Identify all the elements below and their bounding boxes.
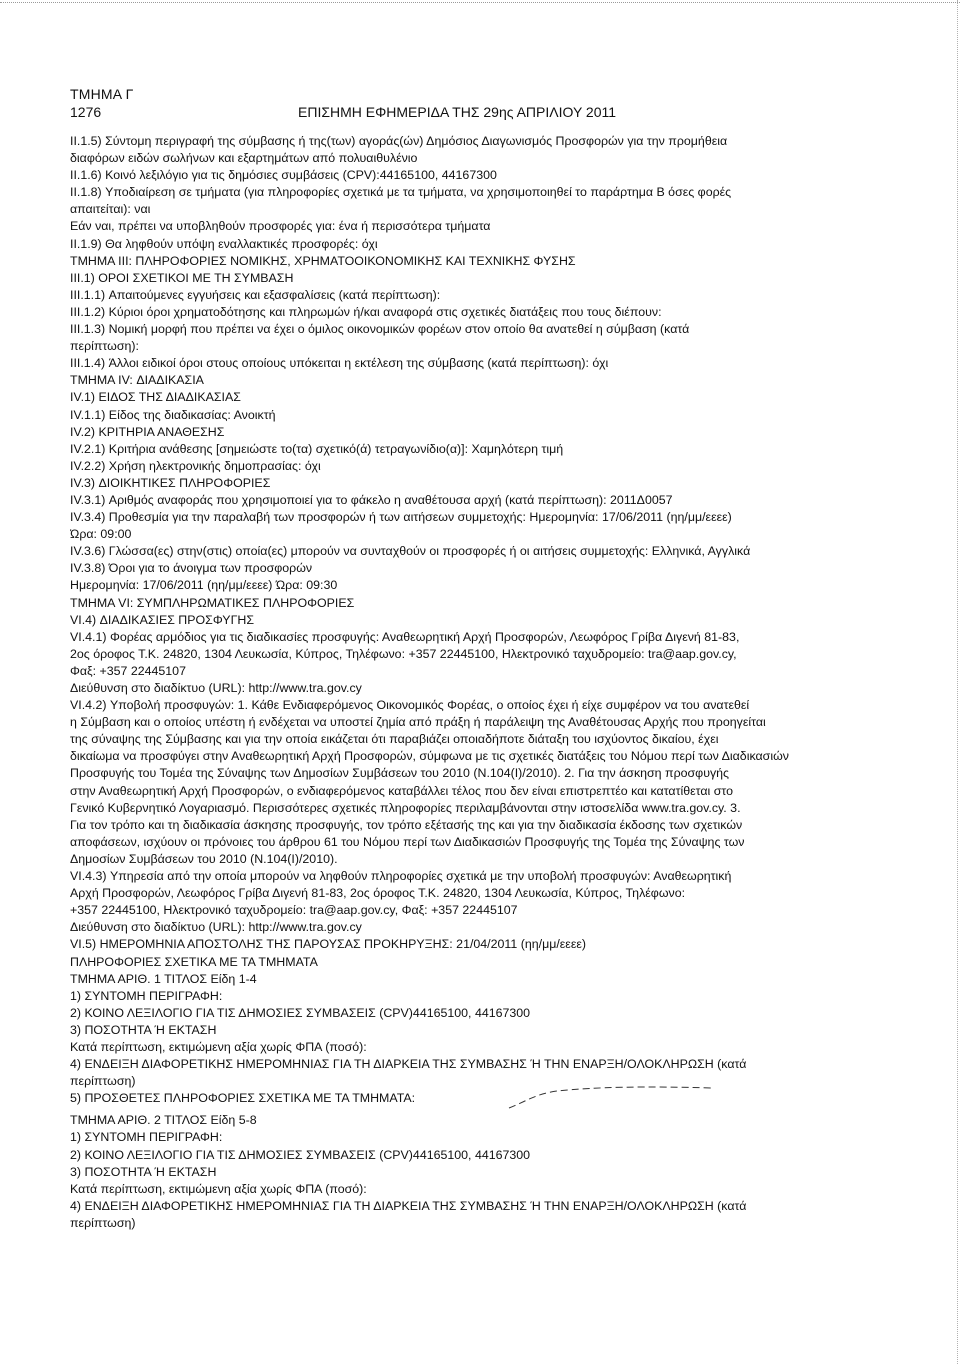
text-line: διαφόρων ειδών σωλήνων και εξαρτημάτων από πολυαιθυλένιο	[70, 151, 418, 166]
text-line: IV.3.6) Γλώσσα(ες) στην(στις) οποία(ες) μπορούν να συνταχθούν οι προσφορές ή οι αιτήσεις συμμετοχής: Ελληνικά, Αγγλικά	[70, 544, 751, 559]
gazette-title: ΕΠΙΣΗΜΗ ΕΦΗΜΕΡΙΔΑ ΤΗΣ 29ης ΑΠΡΙΛΙΟΥ 2011	[298, 104, 617, 120]
text-line: Για τον τρόπο και τη διαδικασία άσκησης προσφυγής, τον τρόπο εξέτασής της και για την διαδικασία έκδοσης των σχετικών	[70, 817, 743, 832]
text-line: περίπτωση)	[70, 1074, 136, 1089]
text-line: III.1) ΟΡΟΙ ΣΧΕΤΙΚΟΙ ΜΕ ΤΗ ΣΥΜΒΑΣΗ	[70, 270, 294, 285]
text-line: 4) ΕΝΔΕΙΞΗ ΔΙΑΦΟΡΕΤΙΚΗΣ ΗΜΕΡΟΜΗΝΙΑΣ ΓΙΑ ΤΗ ΔΙΑΡΚΕΙΑ ΤΗΣ ΣΥΜΒΑΣΗΣ Ή ΤΗΝ ΕΝΑΡΞΗ/ΟΛΟΚΛΗΡΩΣΗ (κατά	[70, 1057, 747, 1072]
text-line: ΤΜΗΜΑ IV: ΔΙΑΔΙΚΑΣΙΑ	[70, 373, 204, 388]
text-line: 2) ΚΟΙΝΟ ΛΕΞΙΛΟΓΙΟ ΓΙΑ ΤΙΣ ΔΗΜΟΣΙΕΣ ΣΥΜΒΑΣΕΙΣ (CPV)44165100, 44167300	[70, 1005, 531, 1020]
text-line: 1) ΣΥΝΤΟΜΗ ΠΕΡΙΓΡΑΦΗ:	[70, 1130, 223, 1145]
text-line: IV.1.1) Είδος της διαδικασίας: Ανοικτή	[70, 407, 276, 422]
text-line: 5) ΠΡΟΣΘΕΤΕΣ ΠΛΗΡΟΦΟΡΙΕΣ ΣΧΕΤΙΚΑ ΜΕ ΤΑ ΤΜΗΜΑΤΑ:	[70, 1091, 416, 1106]
text-line: III.1.1) Απαιτούμενες εγγυήσεις και εξασφαλίσεις (κατά περίπτωση):	[70, 287, 441, 302]
right-scan-border	[957, 0, 958, 1364]
text-line: IV.2.2) Χρήση ηλεκτρονικής δημοπρασίας: όχι	[70, 458, 321, 473]
text-line: IV.3.1) Αριθμός αναφοράς που χρησιμοποιεί για το φάκελο η αναθέτουσα αρχή (κατά περίπτωση): 2011Δ0057	[70, 492, 673, 507]
text-line: VI.4.1) Φορέας αρμόδιος για τις διαδικασίες προσφυγής: Αναθεωρητική Αρχή Προσφορών, Λεωφόρος Γρίβα Διγενή 81-83,	[70, 629, 740, 644]
text-line: της σύναψης της Σύμβασης και για την οποία εικάζεται ότι παραβιάζει οποιαδήποτε διάταξη του ισχύοντος δικαίου, έχει	[70, 732, 719, 747]
text-line: II.1.5) Σύντομη περιγραφή της σύμβασης ή της(των) αγοράς(ών) Δημόσιος Διαγωνισμός Προσφορών για την προμήθεια	[70, 134, 728, 148]
text-line: η Σύμβαση και ο οποίος υπέστη ή ενδέχεται να υποστεί ζημία από πράξη ή παράλειψη της Αναθέτουσας Αρχής που προηγείται	[70, 715, 766, 730]
text-line: 4) ΕΝΔΕΙΞΗ ΔΙΑΦΟΡΕΤΙΚΗΣ ΗΜΕΡΟΜΗΝΙΑΣ ΓΙΑ ΤΗ ΔΙΑΡΚΕΙΑ ΤΗΣ ΣΥΜΒΑΣΗΣ Ή ΤΗΝ ΕΝΑΡΞΗ/ΟΛΟΚΛΗΡΩΣΗ (κατά	[70, 1198, 747, 1213]
text-line: III.1.4) Άλλοι ειδικοί όροι στους οποίους υπόκειται η εκτέλεση της σύμβασης (κατά περίπτωση): όχι	[70, 356, 609, 371]
text-line: ΤΜΗΜΑ ΑΡΙΘ. 1 ΤΙΤΛΟΣ Είδη 1-4	[70, 971, 257, 986]
text-line: ΠΛΗΡΟΦΟΡΙΕΣ ΣΧΕΤΙΚΑ ΜΕ ΤΑ ΤΜΗΜΑΤΑ	[70, 954, 318, 969]
text-line: Ώρα: 09:00	[70, 527, 132, 542]
text-line: περίπτωση):	[70, 339, 139, 354]
text-line: IV.2) ΚΡΙΤΗΡΙΑ ΑΝΑΘΕΣΗΣ	[70, 424, 225, 439]
text-line: αποφάσεων, ισχύουν οι πρόνοιες του άρθρου 61 του Νόμου περί των Διαδικασιών Προσφυγής της Τομέα της Σύναψης των	[70, 834, 745, 849]
text-line: Αρχή Προσφορών, Λεωφόρος Γρίβα Διγενή 81-83, 2ος όροφος Τ.Κ. 24820, 1304 Λευκωσία, Κύπρος, Τηλέφωνο:	[70, 886, 686, 901]
text-line: 3) ΠΟΣΟΤΗΤΑ Ή ΕΚΤΑΣΗ	[70, 1164, 217, 1179]
text-line: 1) ΣΥΝΤΟΜΗ ΠΕΡΙΓΡΑΦΗ:	[70, 988, 223, 1003]
text-line: Κατά περίπτωση, εκτιμώμενη αξία χωρίς ΦΠΑ (ποσό):	[70, 1039, 367, 1054]
text-line: περίπτωση)	[70, 1215, 136, 1230]
text-line: IV.3.8) Όροι για το άνοιγμα των προσφορών	[70, 561, 313, 576]
text-line: 2) ΚΟΙΝΟ ΛΕΞΙΛΟΓΙΟ ΓΙΑ ΤΙΣ ΔΗΜΟΣΙΕΣ ΣΥΜΒΑΣΕΙΣ (CPV)44165100, 44167300	[70, 1147, 531, 1162]
top-scan-border	[0, 2, 960, 3]
text-line: IV.2.1) Κριτήρια ανάθεσης [σημειώστε το(τα) σχετικό(ά) τετραγωνίδιο(α)]: Χαμηλότερη τιμή	[70, 441, 564, 456]
text-line: VI.5) ΗΜΕΡΟΜΗΝΙΑ ΑΠΟΣΤΟΛΗΣ ΤΗΣ ΠΑΡΟΥΣΑΣ ΠΡΟΚΗΡΥΞΗΣ: 21/04/2011 (ηη/μμ/εεεε)	[70, 937, 587, 952]
text-line: Εάν ναι, πρέπει να υποβληθούν προσφορές για: ένα ή περισσότερα τμήματα	[70, 219, 491, 234]
text-line: Ημερομηνία: 17/06/2011 (ηη/μμ/εεεε) Ώρα: 09:30	[70, 578, 338, 593]
text-line: Διεύθυνση στο διαδίκτυο (URL): http://www.tra.gov.cy	[70, 920, 362, 935]
text-line: ΤΜΗΜΑ ΑΡΙΘ. 2 ΤΙΤΛΟΣ Είδη 5-8	[70, 1113, 257, 1128]
text-line: δικαίωμα να προσφύγει στην Αναθεωρητική Αρχή Προσφορών, σύμφωνα με τις σχετικές διατάξεις του Νόμου περί των Διαδικασιών	[70, 749, 789, 764]
text-line: Διεύθυνση στο διαδίκτυο (URL): http://www.tra.gov.cy	[70, 681, 362, 695]
notice-body	[70, 133, 900, 1232]
text-line: II.1.9) Θα ληφθούν υπόψη εναλλακτικές προσφορές: όχι	[70, 236, 378, 251]
text-line: Προσφυγής του Τομέα της Σύναψης των Δημοσίων Συμβάσεων του 2010 (Ν.104(Ι)/2010). 2. Για την άσκηση προσφυγής	[70, 766, 730, 781]
text-line: IV.3.4) Προθεσμία για την παραλαβή των προσφορών ή των αιτήσεων συμμετοχής: Ημερομηνία: 17/06/2011 (ηη/μμ/εεεε)	[70, 510, 732, 525]
text-line: IV.1) ΕΙΔΟΣ ΤΗΣ ΔΙΑΔΙΚΑΣΙΑΣ	[70, 390, 241, 405]
text-line: στην Αναθεωρητική Αρχή Προσφορών, ο ενδιαφερόμενος καταβάλλει τέλος που δεν είναι επιστρεπτέο και κατατίθεται στο	[70, 783, 733, 798]
text-line: VI.4) ΔΙΑΔΙΚΑΣΙΕΣ ΠΡΟΣΦΥΓΗΣ	[70, 612, 255, 627]
text-line: Δημοσίων Συμβάσεων του 2010 (Ν.104(Ι)/2010).	[70, 851, 338, 866]
text-line: ΤΜΗΜΑ VI: ΣΥΜΠΛΗΡΩΜΑΤΙΚΕΣ ΠΛΗΡΟΦΟΡΙΕΣ	[70, 595, 355, 610]
text-line: VI.4.2) Υποβολή προσφυγών: 1. Κάθε Ενδιαφερόμενος Οικονομικός Φορέας, ο οποίος έχει ή είχε συμφέρον να του ανατεθεί	[70, 698, 750, 713]
text-line: Φαξ: +357 22445107	[70, 663, 186, 678]
text-line: IV.3) ΔΙΟΙΚΗΤΙΚΕΣ ΠΛΗΡΟΦΟΡΙΕΣ	[70, 475, 271, 490]
text-line: III.1.2) Κύριοι όροι χρηματοδότησης και πληρωμών ή/και αναφορά στις σχετικές διατάξεις που τους διέπουν:	[70, 304, 662, 319]
text-line: Κατά περίπτωση, εκτιμώμενη αξία χωρίς ΦΠΑ (ποσό):	[70, 1181, 367, 1196]
section-label: ΤΜΗΜΑ Γ	[70, 86, 134, 102]
text-line: +357 22445100, Ηλεκτρονικό ταχυδρομείο: tra@aap.gov.cy, Φαξ: +357 22445107	[70, 903, 518, 918]
text-line: ΤΜΗΜΑ III: ΠΛΗΡΟΦΟΡΙΕΣ ΝΟΜΙΚΗΣ, ΧΡΗΜΑΤΟΟΙΚΟΝΟΜΙΚΗΣ ΚΑΙ ΤΕΧΝΙΚΗΣ ΦΥΣΗΣ	[70, 253, 576, 268]
page-number: 1276	[70, 104, 102, 120]
text-line: απαιτείται): ναι	[70, 202, 151, 217]
text-line: VI.4.3) Υπηρεσία από την οποία μπορούν να ληφθούν πληροφορίες σχετικά με την υποβολή προσφυγών: Αναθεωρητική	[70, 869, 732, 884]
handwritten-mark	[505, 1082, 715, 1112]
text-line: 2ος όροφος Τ.Κ. 24820, 1304 Λευκωσία, Κύπρος, Τηλέφωνο: +357 22445100, Ηλεκτρονικό ταχυδρομείο: tra@aap.gov.cy,	[70, 646, 737, 661]
text-line: Γενικό Κυβερνητικό Λογαριασμό. Περισσότερες σχετικές πληροφορίες περιλαμβάνονται στην ιστοσελίδα www.tra.gov.cy. 3.	[70, 800, 741, 815]
text-line: II.1.8) Υποδιαίρεση σε τμήματα (για πληροφορίες σχετικά με τα τμήματα, να χρησιμοποιηθεί το παράρτημα Β όσες φορές	[70, 185, 732, 200]
text-line: II.1.6) Κοινό λεξιλόγιο για τις δημόσιες συμβάσεις (CPV):44165100, 44167300	[70, 168, 497, 183]
text-line: III.1.3) Νομική μορφή που πρέπει να έχει ο όμιλος οικονομικών φορέων στον οποίο θα ανατεθεί η σύμβαση (κατά	[70, 322, 690, 337]
text-line: 3) ΠΟΣΟΤΗΤΑ Ή ΕΚΤΑΣΗ	[70, 1022, 217, 1037]
